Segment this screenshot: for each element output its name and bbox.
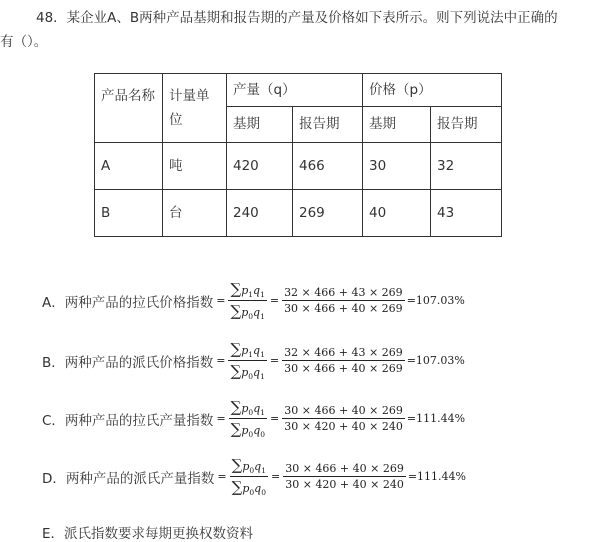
table-header-row [95,74,502,107]
cell-unit: 吨 [163,143,227,190]
cell-q-base: 420 [227,143,293,190]
option-a [42,280,465,321]
option-e [42,522,253,542]
symbolic-fraction: $\frac{\sum p_0q_1}{\sum p_0q_0}$ [231,456,266,497]
option-b-formula: = $\frac{\sum p_1q_1}{\sum p_0q_1}$ = $\frac{32 \times 466 + 43 \times 269}{30 \times 466 + 40 \times 269}$ =107.03% [216,340,465,381]
question-line-1: 48．某企业A、B两种产品基期和报告期的产量及价格如下表所示。则下列说法中正确的 [36,10,558,26]
cell-p-report: 32 [431,143,502,190]
cell-unit: 台 [163,190,227,237]
option-d-label: D．两种产品的派氏产量指数 [42,470,215,487]
cell-p-base: 30 [363,143,431,190]
option-c-label: C．两种产品的拉氏产量指数 [42,412,214,429]
symbolic-fraction: $\frac{\sum p_1q_1}{\sum p_0q_1}$ [230,280,265,321]
table-row [95,190,502,237]
symbolic-fraction: $\frac{\sum p_1q_1}{\sum p_0q_1}$ [230,340,265,381]
header-p-report: 报告期 [431,107,502,143]
option-d-formula: = $\frac{\sum p_0q_1}{\sum p_0q_0}$ = $\frac{30 \times 466 + 40 \times 269}{30 \times 420 + 40 \times 240}$ =111.44% [217,456,467,497]
header-q-base: 基期 [227,107,293,143]
header-price: 价格（p） [363,74,502,107]
option-e-label: E．派氏指数要求每期更换权数资料 [42,526,254,542]
cell-product: B [95,190,163,237]
question-stem [0,6,592,54]
header-quantity: 产量（q） [227,74,363,107]
numeric-fraction: $\frac{30 \times 466 + 40 \times 269}{30 \times 420 + 40 \times 240}$ [284,404,403,433]
numeric-fraction: $\frac{30 \times 466 + 40 \times 269}{30 \times 420 + 40 \times 240}$ [285,462,404,491]
option-a-result: =107.03% [406,294,465,307]
symbolic-fraction: $\frac{\sum p_0q_1}{\sum p_0q_0}$ [230,398,266,439]
cell-q-base: 240 [227,190,293,237]
option-c-result: =111.44% [406,412,466,425]
cell-p-base: 40 [363,190,431,237]
cell-q-report: 269 [293,190,363,237]
numeric-fraction: $\frac{32 \times 466 + 43 \times 269}{30 \times 466 + 40 \times 269}$ [284,286,403,315]
header-q-report: 报告期 [293,107,363,143]
option-b [42,340,465,381]
option-d [42,456,466,497]
option-c [42,398,465,439]
option-d-result: =111.44% [407,470,467,483]
header-unit: 计量单位 [163,74,227,143]
cell-p-report: 43 [431,190,502,237]
option-a-label: A．两种产品的拉氏价格指数 [42,294,214,311]
question-line-2: 有（）。 [0,34,48,50]
header-p-base: 基期 [363,107,431,143]
data-table [94,73,502,237]
header-product-name: 产品名称 [95,74,163,143]
table-row [95,143,502,190]
option-b-label: B．两种产品的派氏价格指数 [42,354,214,371]
option-b-result: =107.03% [406,354,465,367]
option-c-formula: = $\frac{\sum p_0q_1}{\sum p_0q_0}$ = $\frac{30 \times 466 + 40 \times 269}{30 \times 420 + 40 \times 240}$ =111.44% [216,398,466,439]
option-a-formula: = $\frac{\sum p_1q_1}{\sum p_0q_1}$ = $\frac{32 \times 466 + 43 \times 269}{30 \times 466 + 40 \times 269}$ =107.03% [216,280,465,321]
cell-product: A [95,143,163,190]
numeric-fraction: $\frac{32 \times 466 + 43 \times 269}{30 \times 466 + 40 \times 269}$ [284,346,403,375]
cell-q-report: 466 [293,143,363,190]
